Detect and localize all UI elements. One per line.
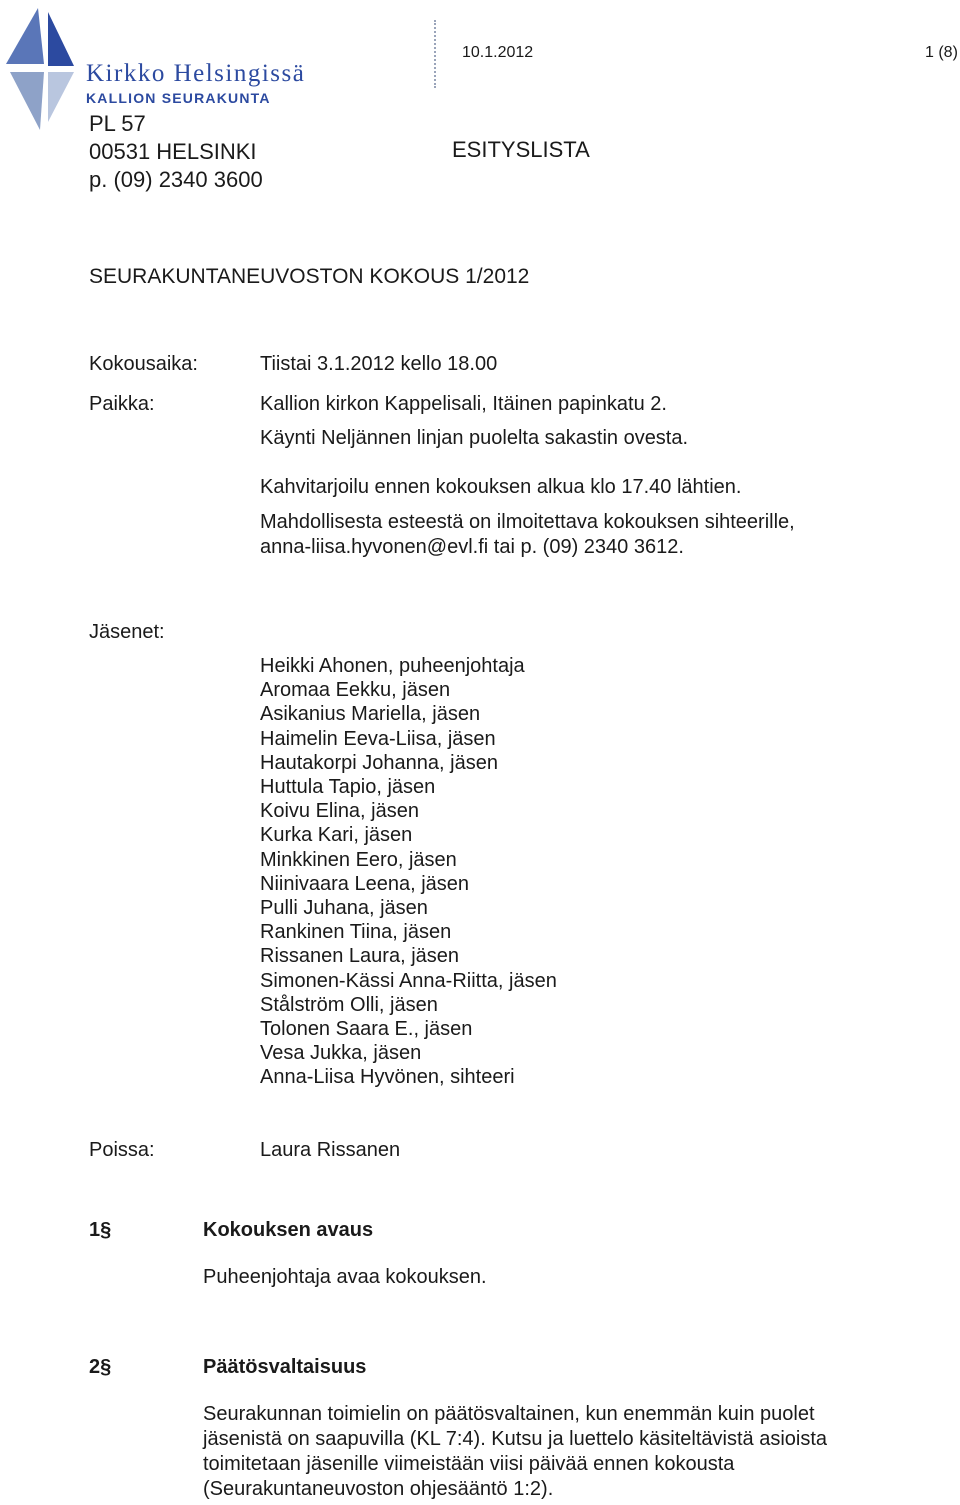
section-title: Kokouksen avaus: [203, 1219, 374, 1241]
section-body-line: toimitetaan jäsenille viimeistään viisi päivää ennen kokousta: [203, 1453, 735, 1475]
address-line: 00531 HELSINKI: [89, 139, 257, 164]
member-item: Stålström Olli, jäsen: [260, 993, 438, 1016]
header-date: 10.1.2012: [462, 44, 534, 61]
section-body: [203, 1402, 827, 1502]
address-line: PL 57: [89, 111, 146, 136]
member-item: Minkkinen Eero, jäsen: [260, 848, 457, 871]
member-item: Rankinen Tiina, jäsen: [260, 921, 452, 944]
member-item: Vesa Jukka, jäsen: [260, 1042, 422, 1065]
place-label: Paikka:: [89, 393, 155, 415]
members-list: [260, 654, 557, 1090]
coffee-note: Kahvitarjoilu ennen kokouksen alkua klo 17.40 lähtien.: [260, 476, 742, 498]
member-item: Anna-Liisa Hyvönen, sihteeri: [260, 1066, 515, 1089]
section-number: 1§: [89, 1219, 112, 1241]
address-block: [89, 110, 263, 194]
time-value: Tiistai 3.1.2012 kello 18.00: [260, 353, 498, 375]
member-item: Tolonen Saara E., jäsen: [260, 1018, 473, 1041]
spire-left-shape: [6, 8, 44, 64]
member-item: Aromaa Eekku, jäsen: [260, 679, 451, 702]
member-item: Asikanius Mariella, jäsen: [260, 703, 481, 726]
member-item: Niinivaara Leena, jäsen: [260, 872, 470, 895]
section-number: 2§: [89, 1356, 112, 1378]
place-value: Kallion kirkon Kappelisali, Itäinen papinkatu 2.: [260, 393, 667, 415]
absent-value: Laura Rissanen: [260, 1139, 401, 1161]
time-label: Kokousaika:: [89, 353, 198, 375]
member-item: Huttula Tapio, jäsen: [260, 776, 436, 799]
address-line: p. (09) 2340 3600: [89, 167, 263, 192]
section-body-line: Puheenjohtaja avaa kokouksen.: [203, 1266, 487, 1288]
member-item: Haimelin Eeva-Liisa, jäsen: [260, 727, 496, 750]
logo-org-unit: KALLION SEURAKUNTA: [86, 90, 271, 106]
section-body: [203, 1265, 487, 1290]
header-divider: [434, 20, 436, 88]
member-item: Hautakorpi Johanna, jäsen: [260, 751, 498, 774]
section-body-line: Seurakunnan toimielin on päätösvaltainen, kun enemmän kuin puolet: [203, 1403, 815, 1425]
section-body-line: jäsenistä on saapuvilla (KL 7:4). Kutsu ja luettelo käsiteltävistä asioista: [203, 1428, 828, 1450]
page-number: 1 (8): [925, 44, 958, 61]
absent-label: Poissa:: [89, 1139, 155, 1161]
member-item: Pulli Juhana, jäsen: [260, 897, 428, 920]
spire-lower-left-shape: [10, 72, 44, 130]
spire-right-shape: [48, 12, 74, 66]
member-item: Heikki Ahonen, puheenjohtaja: [260, 655, 525, 677]
member-item: Koivu Elina, jäsen: [260, 800, 419, 823]
member-item: Simonen-Kässi Anna-Riitta, jäsen: [260, 969, 557, 992]
members-label: Jäsenet:: [89, 621, 165, 643]
section-body-line: (Seurakuntaneuvoston ohjesääntö 1:2).: [203, 1478, 554, 1500]
section-title: Päätösvaltaisuus: [203, 1356, 367, 1378]
place-note: Käynti Neljännen linjan puolelta sakastin ovesta.: [260, 427, 689, 449]
absence-note: Mahdollisesta esteestä on ilmoitettava kokouksen sihteerille,: [260, 511, 795, 533]
spire-lower-right-shape: [48, 72, 74, 122]
member-item: Rissanen Laura, jäsen: [260, 945, 460, 968]
document-type: ESITYSLISTA: [452, 137, 590, 162]
meeting-title: SEURAKUNTANEUVOSTON KOKOUS 1/2012: [89, 265, 530, 288]
absence-contact: anna-liisa.hyvonen@evl.fi tai p. (09) 2340 3612.: [260, 536, 684, 558]
member-item: Kurka Kari, jäsen: [260, 824, 413, 847]
logo-org-name: Kirkko Helsingissä: [86, 60, 306, 87]
